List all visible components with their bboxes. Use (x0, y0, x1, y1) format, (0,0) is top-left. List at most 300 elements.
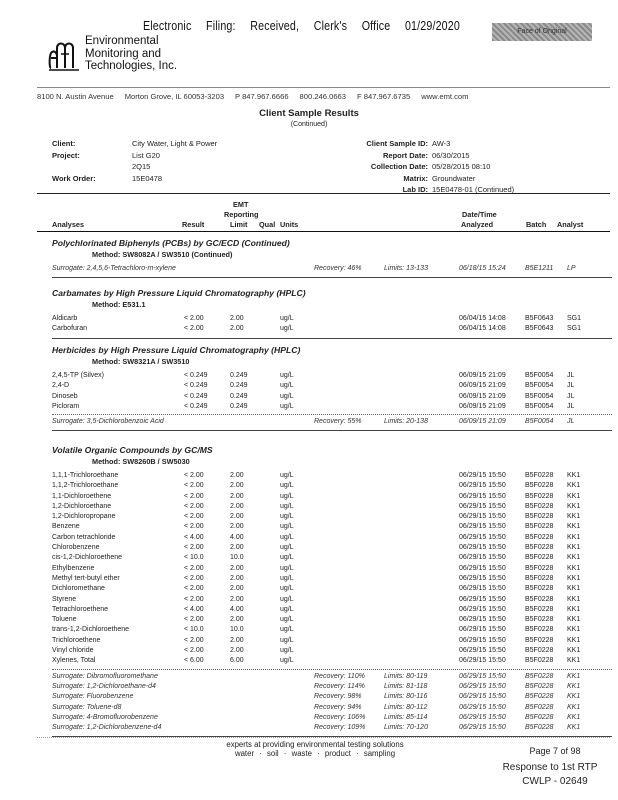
batch-id: B5F0054 (525, 392, 554, 400)
analyte-name: Carbon tetrachloride (52, 533, 116, 541)
result-value: < 2.00 (184, 616, 204, 624)
batch-id: B5F0228 (525, 482, 554, 490)
section-title: Carbamates by High Pressure Liquid Chromatography (HPLC) (52, 288, 306, 298)
analyte-name: Benzene (52, 523, 80, 531)
analyzed-datetime: 06/29/15 15:50 (459, 472, 506, 479)
meta-divider (37, 193, 610, 194)
meta-value: AW-3 (432, 139, 451, 148)
reporting-limit: 0.249 (230, 402, 248, 410)
result-value: < 2.00 (184, 544, 204, 552)
result-row (52, 574, 612, 584)
units: ug/L (280, 574, 294, 582)
bates-number: CWLP - 02649 (522, 776, 588, 787)
analyzed-datetime: 06/09/15 21:09 (459, 392, 506, 400)
units: ug/L (280, 647, 294, 655)
sample-info (340, 138, 514, 196)
meta-label: Client Sample ID: (366, 139, 428, 148)
meta-row (340, 150, 514, 162)
surrogate-row (52, 672, 612, 682)
result-row (52, 502, 612, 512)
analyst-id: KK1 (567, 713, 581, 721)
surrogate-row (52, 682, 612, 692)
analyst-id: KK1 (567, 482, 581, 490)
footer-services: water · soil · waste · product · sampling (234, 749, 396, 758)
result-value: < 2.00 (184, 523, 204, 531)
header-divider (37, 87, 610, 88)
result-value: < 2.00 (184, 585, 204, 593)
result-value: < 10.0 (184, 554, 204, 562)
batch-id: B5F0643 (525, 315, 554, 322)
analyte-name: Xylenes, Total (52, 657, 96, 665)
meta-value: Groundwater (432, 173, 476, 183)
meta-row (52, 173, 217, 185)
analyzed-datetime: 06/29/15 15:50 (459, 626, 506, 634)
batch-id: B5F0228 (525, 682, 554, 690)
result-value: < 4.00 (184, 533, 204, 541)
analyst-id: KK1 (567, 513, 581, 521)
analyte-name: 1,1,2-Trichloroethane (52, 482, 119, 490)
analyzed-datetime: 06/04/15 14:08 (459, 325, 506, 333)
units: ug/L (280, 482, 294, 490)
result-value: < 0.249 (184, 402, 208, 410)
result-value: < 2.00 (184, 595, 204, 603)
analyst-id: KK1 (567, 472, 581, 479)
batch-id: B5F0228 (525, 574, 554, 582)
analyzed-datetime: 06/18/15 15:24 (459, 265, 506, 272)
surrogate-row (52, 713, 612, 723)
result-row (52, 512, 612, 522)
meta-label: Matrix: (403, 173, 428, 183)
section-method: Method: SW8321A / SW3510 (92, 357, 190, 366)
surrogate-limits: Limits: 13-133 (384, 265, 428, 272)
surrogate-row (52, 692, 612, 702)
result-value: < 0.249 (184, 372, 208, 379)
batch-id: B5F0228 (525, 626, 554, 634)
units: ug/L (280, 382, 294, 390)
batch-id: B5F0054 (525, 382, 554, 390)
surrogate-name: Surrogate: 3,5-Dichlorobenzoic Acid (52, 418, 164, 426)
surrogate-name: Surrogate: 1,2-Dichloroethane-d4 (52, 682, 156, 690)
section-method: Method: E531.1 (92, 300, 146, 309)
analyzed-datetime: 06/29/15 15:50 (459, 544, 506, 552)
analyte-name: Trichloroethene (52, 636, 101, 644)
analyst-id: JL (567, 372, 575, 379)
col-emt: EMT (233, 200, 249, 209)
analyte-name: Carbofuran (52, 325, 88, 333)
analyte-name: Styrene (52, 595, 77, 603)
batch-id: B5F0228 (525, 595, 554, 603)
units: ug/L (280, 595, 294, 603)
analyst-id: SG1 (567, 315, 582, 322)
units: ug/L (280, 392, 294, 400)
filing-header: Electronic Filing: Received, Clerk's Office 01/29/2020 (143, 18, 460, 33)
col-analyses: Analyses (52, 220, 85, 229)
meta-row (340, 173, 514, 185)
address-phone: P 847.967.6666 (235, 92, 289, 101)
meta-value: 06/30/2015 (432, 150, 470, 160)
analyte-name: Methyl tert-butyl ether (52, 574, 120, 582)
result-row (52, 625, 612, 635)
emt-logo-icon (47, 38, 83, 74)
batch-id: B5F0228 (525, 693, 554, 701)
analyte-name: 1,1,1-Trichloroethane (52, 472, 119, 479)
report-subtitle: (Continued) (290, 121, 328, 128)
surrogate-recovery: Recovery: 55% (314, 418, 362, 426)
analyzed-datetime: 06/29/15 15:50 (459, 693, 506, 701)
section-divider (52, 430, 612, 431)
meta-value: 15E0478-01 (Continued) (432, 185, 515, 194)
analyzed-datetime: 06/29/15 15:50 (459, 574, 506, 582)
meta-label: Collection Date: (370, 162, 428, 171)
analyzed-datetime: 06/29/15 15:50 (459, 564, 506, 572)
analyst-id: KK1 (567, 682, 581, 690)
analyst-id: LP (567, 265, 576, 272)
report-title: Client Sample Results (259, 108, 359, 119)
analyst-id: KK1 (567, 647, 581, 655)
analyzed-datetime: 06/29/15 15:50 (459, 703, 506, 711)
page-number: Page 7 of 98 (529, 746, 581, 756)
analyst-id: KK1 (567, 657, 581, 665)
batch-id: B5F0228 (525, 703, 554, 711)
analyzed-datetime: 06/29/15 15:50 (459, 713, 506, 721)
batch-id: B5F0228 (525, 523, 554, 531)
result-row (52, 584, 612, 594)
analyst-id: KK1 (567, 626, 581, 634)
surrogate-limits: Limits: 80-116 (384, 693, 428, 701)
section-method: Method: SW8082A / SW3510 (Continued) (92, 250, 233, 259)
analyst-id: KK1 (567, 672, 581, 680)
result-value: < 10.0 (184, 626, 204, 634)
units: ug/L (280, 325, 294, 333)
analyst-id: KK1 (567, 492, 581, 500)
batch-id: B5F0054 (525, 372, 554, 379)
meta-value: City Water, Light & Power (132, 139, 218, 148)
batch-id: B5F0228 (525, 585, 554, 593)
batch-id: B5F0228 (525, 605, 554, 613)
result-row (52, 522, 612, 532)
surrogate-recovery: Recovery: 98% (314, 693, 362, 701)
units: ug/L (280, 626, 294, 634)
batch-id: B5F0228 (525, 513, 554, 521)
analyst-id: KK1 (567, 636, 581, 644)
meta-value: 2Q15 (132, 162, 151, 171)
surrogate-limits: Limits: 80-119 (384, 672, 428, 680)
analyst-id: KK1 (567, 693, 581, 701)
result-row (52, 636, 612, 646)
address-fax: F 847.967.6735 (357, 92, 411, 101)
reporting-limit: 2.00 (230, 574, 244, 582)
result-value: < 2.00 (184, 564, 204, 572)
analyte-name: Chlorobenzene (52, 544, 100, 552)
analyte-name: 2,4-D (52, 382, 70, 390)
surrogate-row (52, 264, 612, 274)
analyst-id: KK1 (567, 544, 581, 552)
analyst-id: KK1 (567, 724, 581, 732)
analyte-name: 1,2-Dichloroethane (52, 502, 112, 510)
meta-row (52, 161, 217, 173)
header-rule (37, 231, 610, 232)
analyzed-datetime: 06/29/15 15:50 (459, 682, 506, 690)
analyte-name: Ethylbenzene (52, 564, 95, 572)
reporting-limit: 2.00 (230, 636, 244, 644)
analyst-id: KK1 (567, 574, 581, 582)
analyzed-datetime: 06/29/15 15:50 (459, 605, 506, 613)
analyte-name: Toluene (52, 616, 77, 624)
result-row (52, 553, 612, 563)
analyzed-datetime: 06/04/15 14:08 (459, 315, 506, 322)
analyst-id: KK1 (567, 605, 581, 613)
result-value: < 2.00 (184, 636, 204, 644)
meta-row (340, 138, 514, 150)
analyst-id: KK1 (567, 564, 581, 572)
units: ug/L (280, 402, 294, 410)
analyte-name: Vinyl chloride (52, 647, 94, 655)
col-batch: Batch (526, 220, 547, 229)
result-row (52, 481, 612, 491)
analyzed-datetime: 06/29/15 15:50 (459, 672, 506, 680)
analyzed-datetime: 06/29/15 15:50 (459, 616, 506, 624)
col-analyzed: Analyzed (461, 220, 494, 229)
meta-label (52, 161, 132, 173)
surrogate-recovery: Recovery: 114% (314, 682, 365, 690)
analyzed-datetime: 06/29/15 15:50 (459, 502, 506, 510)
analyst-id: KK1 (567, 595, 581, 603)
batch-id: B5F0228 (525, 564, 554, 572)
surrogate-row (52, 703, 612, 713)
company-address (37, 92, 617, 101)
analyte-name: 2,4,5-TP (Silvex) (52, 372, 104, 379)
result-row (52, 492, 612, 502)
reporting-limit: 4.00 (230, 605, 244, 613)
analysis-section (52, 445, 612, 737)
analysis-section (52, 288, 612, 339)
reporting-limit: 2.00 (230, 513, 244, 521)
analysis-section (52, 238, 612, 278)
analyst-id: KK1 (567, 523, 581, 531)
analyte-name: 1,2-Dichloropropane (52, 513, 116, 521)
analyst-id: JL (567, 392, 575, 400)
analyte-name: Picloram (52, 402, 80, 410)
address-city: Morton Grove, IL 60053-3203 (124, 92, 225, 101)
surrogate-name: Surrogate: Fluorobenzene (52, 693, 134, 701)
analyte-name: 1,1-Dichloroethene (52, 492, 112, 500)
result-value: < 2.00 (184, 325, 204, 333)
company-name (85, 35, 177, 73)
company-line: Technologies, Inc. (85, 60, 178, 72)
reporting-limit: 2.00 (230, 315, 244, 322)
result-row (52, 324, 612, 334)
reporting-limit: 2.00 (230, 502, 244, 510)
footer-divider (37, 737, 610, 738)
reporting-limit: 2.00 (230, 585, 244, 593)
surrogate-name: Surrogate: 2,4,5,6-Tetrachloro-m-xylene (52, 265, 176, 272)
surrogate-recovery: Recovery: 109% (314, 724, 366, 732)
reporting-limit: 2.00 (230, 325, 244, 333)
analyst-id: SG1 (567, 325, 582, 333)
analyzed-datetime: 06/09/15 21:09 (459, 418, 506, 426)
batch-id: B5E1211 (525, 265, 554, 272)
address-street: 8100 N. Austin Avenue (37, 92, 114, 101)
analyst-id: KK1 (567, 554, 581, 562)
units: ug/L (280, 616, 294, 624)
reporting-limit: 2.00 (230, 616, 244, 624)
surrogate-limits: Limits: 70-120 (384, 724, 428, 732)
batch-id: B5F0228 (525, 636, 554, 644)
analyzed-datetime: 06/09/15 21:09 (459, 402, 506, 410)
section-title: Herbicides by High Pressure Liquid Chromatography (HPLC) (52, 345, 301, 355)
col-datetime: Date/Time (462, 210, 497, 219)
result-value: < 0.249 (184, 392, 208, 400)
units: ug/L (280, 554, 294, 562)
surrogate-name: Surrogate: Dibromofluoromethane (52, 672, 158, 680)
batch-id: B5F0054 (525, 418, 554, 426)
batch-id: B5F0228 (525, 657, 554, 665)
analyte-name: Dinoseb (52, 392, 78, 400)
reporting-limit: 0.249 (230, 372, 248, 379)
batch-id: B5F0228 (525, 492, 554, 500)
units: ug/L (280, 544, 294, 552)
result-row (52, 381, 612, 391)
analyst-id: KK1 (567, 533, 581, 541)
batch-id: B5F0228 (525, 533, 554, 541)
reporting-limit: 2.00 (230, 595, 244, 603)
analyzed-datetime: 06/29/15 15:50 (459, 724, 506, 732)
analyst-id: JL (567, 418, 575, 426)
analyst-id: KK1 (567, 585, 581, 593)
surrogate-name: Surrogate: Toluene-d8 (52, 703, 122, 711)
surrogate-recovery: Recovery: 46% (314, 265, 362, 272)
col-qual: Qual (259, 220, 276, 229)
analysis-section (52, 345, 612, 431)
units: ug/L (280, 523, 294, 531)
analyzed-datetime: 06/29/15 15:50 (459, 554, 506, 562)
analyst-id: KK1 (567, 502, 581, 510)
units: ug/L (280, 585, 294, 593)
batch-id: B5F0228 (525, 502, 554, 510)
section-method: Method: SW8260B / SW5030 (92, 457, 190, 466)
surrogate-limits: Limits: 81-118 (384, 682, 428, 690)
surrogate-name: Surrogate: 4-Bromofluorobenzene (52, 713, 158, 721)
col-limit: Limit (230, 220, 248, 229)
batch-id: B5F0228 (525, 616, 554, 624)
units: ug/L (280, 605, 294, 613)
section-title: Polychlorinated Biphenyls (PCBs) by GC/ECD (Continued) (52, 238, 290, 248)
reporting-limit: 0.249 (230, 382, 248, 390)
result-value: < 2.00 (184, 513, 204, 521)
result-row (52, 595, 612, 605)
batch-id: B5F0643 (525, 325, 554, 333)
result-row (52, 314, 612, 324)
result-row (52, 564, 612, 574)
reporting-limit: 10.0 (230, 554, 244, 562)
analyzed-datetime: 06/29/15 15:50 (459, 657, 506, 665)
surrogate-limits: Limits: 85-114 (384, 713, 428, 721)
stamp-text: Face of Original (517, 28, 567, 35)
reporting-limit: 2.00 (230, 544, 244, 552)
result-value: < 6.00 (184, 657, 204, 665)
batch-id: B5F0054 (525, 402, 554, 410)
analyzed-datetime: 06/29/15 15:50 (459, 482, 506, 490)
analyzed-datetime: 06/29/15 15:50 (459, 523, 506, 531)
meta-value: 15E0478 (132, 173, 163, 183)
col-result: Result (182, 220, 205, 229)
result-value: < 2.00 (184, 472, 204, 479)
client-info (52, 138, 217, 184)
result-row (52, 371, 612, 381)
surrogate-recovery: Recovery: 94% (314, 703, 362, 711)
meta-value: 05/28/2015 08:10 (432, 162, 491, 171)
surrogate-row (52, 417, 612, 427)
analyzed-datetime: 06/29/15 15:50 (459, 585, 506, 593)
analyzed-datetime: 06/29/15 15:50 (459, 636, 506, 644)
reporting-limit: 2.00 (230, 647, 244, 655)
analyte-name: trans-1,2-Dichloroethene (52, 626, 130, 634)
surrogate-recovery: Recovery: 110% (314, 672, 365, 680)
result-value: < 2.00 (184, 482, 204, 490)
result-value: < 2.00 (184, 502, 204, 510)
company-line: Monitoring and (85, 47, 162, 60)
meta-label: Lab ID: (402, 185, 428, 194)
column-headers (52, 200, 612, 230)
analyzed-datetime: 06/29/15 15:50 (459, 513, 506, 521)
batch-id: B5F0228 (525, 554, 554, 562)
meta-label: Client: (52, 139, 76, 148)
units: ug/L (280, 372, 294, 379)
units: ug/L (280, 513, 294, 521)
result-value: < 2.00 (184, 574, 204, 582)
col-units: Units (280, 220, 299, 229)
reporting-limit: 0.249 (230, 392, 248, 400)
reporting-limit: 6.00 (230, 657, 244, 665)
reporting-limit: 10.0 (230, 626, 244, 634)
result-value: < 2.00 (184, 492, 204, 500)
surrogate-divider (52, 669, 612, 670)
reporting-limit: 2.00 (230, 523, 244, 531)
result-row (52, 615, 612, 625)
units: ug/L (280, 564, 294, 572)
meta-value: List G20 (132, 150, 160, 160)
analyst-id: KK1 (567, 703, 581, 711)
result-row (52, 402, 612, 412)
analyte-name: Tetrachloroethene (52, 605, 109, 613)
units: ug/L (280, 472, 294, 479)
result-row (52, 656, 612, 666)
section-divider (52, 277, 612, 278)
analyte-name: Aldicarb (52, 315, 78, 322)
batch-id: B5F0228 (525, 647, 554, 655)
reporting-limit: 4.00 (230, 533, 244, 541)
col-reporting: Reporting (224, 210, 259, 219)
company-line: Environmental (85, 35, 159, 47)
surrogate-limits: Limits: 20-138 (384, 418, 428, 426)
analyte-name: Dichloromethane (52, 585, 105, 593)
address-tollfree: 800.246.0663 (299, 92, 346, 101)
result-row (52, 543, 612, 553)
analyst-id: JL (567, 402, 575, 410)
meta-row (52, 150, 217, 162)
result-value: < 2.00 (184, 315, 204, 322)
units: ug/L (280, 502, 294, 510)
section-divider (52, 338, 612, 339)
surrogate-name: Surrogate: 1,2-Dichlorobenzene-d4 (52, 724, 162, 732)
batch-id: B5F0228 (525, 472, 554, 479)
result-value: < 4.00 (184, 605, 204, 613)
address-website: www.emt.com (421, 92, 469, 101)
analyst-id: KK1 (567, 616, 581, 624)
result-row (52, 605, 612, 615)
analyst-id: JL (567, 382, 575, 390)
reporting-limit: 2.00 (230, 492, 244, 500)
